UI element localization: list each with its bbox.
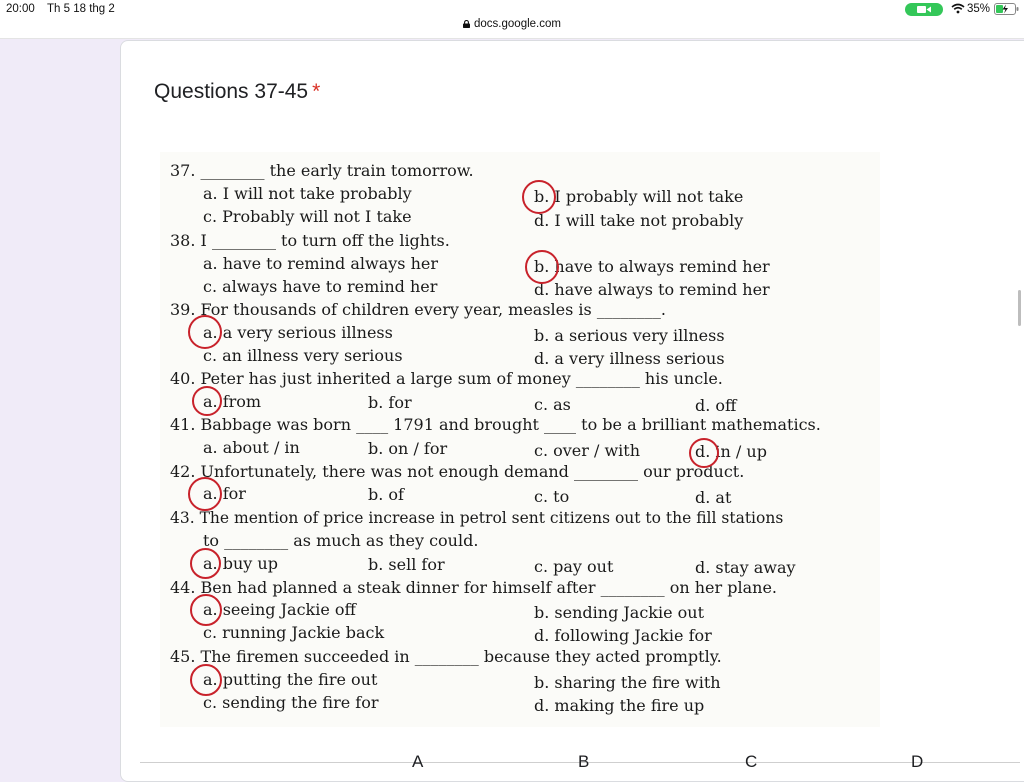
question-title-text: Questions 37-45: [154, 80, 309, 103]
answer-circle-42a: [188, 477, 222, 511]
option-43a: a. buy up: [203, 554, 278, 573]
option-43d: d. stay away: [695, 558, 796, 577]
option-39d: d. a very illness serious: [534, 349, 725, 368]
question-43: 43. The mention of price increase in petrol sent citizens out to the fill stations: [170, 509, 784, 527]
question-44: 44. Ben had planned a steak dinner for himself after ________ on her plane.: [170, 578, 778, 597]
question-40: 40. Peter has just inherited a large sum of money ________ his uncle.: [170, 369, 723, 388]
answer-circle-45a: [190, 664, 222, 696]
status-time: 20:00: [6, 3, 35, 15]
question-45: 45. The firemen succeeded in ________ because they acted promptly.: [170, 647, 722, 666]
lock-icon: [463, 20, 470, 28]
question-39: 39. For thousands of children every year, measles is ________.: [170, 300, 666, 319]
question-41: 41. Babbage was born ____ 1791 and brought ____ to be a brilliant mathematics.: [170, 415, 821, 434]
question-title: [154, 80, 320, 104]
url-text: docs.google.com: [474, 18, 561, 30]
answer-circle-41d: [689, 438, 719, 468]
option-37a: a. I will not take probably: [203, 184, 412, 203]
option-39c: c. an illness very serious: [203, 346, 403, 365]
option-45a: a. putting the fire out: [203, 670, 378, 689]
answer-options: [140, 752, 1020, 771]
wifi-icon: [951, 3, 965, 14]
question-38: 38. I ________ to turn off the lights.: [170, 231, 450, 250]
option-42c: c. to: [534, 487, 570, 506]
option-40b: b. for: [368, 393, 412, 412]
option-39a: a. a very serious illness: [203, 323, 393, 342]
option-42a: a. for: [203, 484, 246, 503]
option-37c: c. Probably will not I take: [203, 207, 412, 226]
answer-circle-44a: [190, 594, 222, 626]
option-41b: b. on / for: [368, 439, 448, 458]
battery-charging-icon: [994, 3, 1020, 15]
option-label-b[interactable]: B: [578, 752, 590, 771]
option-42b: b. of: [368, 485, 404, 504]
answer-circle-40a: [192, 386, 222, 416]
status-date: Th 5 18 thg 2: [47, 3, 115, 15]
answer-circle-39a: [188, 315, 222, 349]
option-38d: d. have always to remind her: [534, 280, 770, 299]
answer-circle-37b: [522, 180, 556, 214]
address-bar[interactable]: [0, 18, 1024, 30]
scroll-indicator[interactable]: [1018, 290, 1021, 326]
video-camera-icon: [917, 6, 931, 13]
answer-circle-38b: [525, 250, 559, 284]
worksheet-image: [160, 152, 880, 727]
question-37: 37. ________ the early train tomorrow.: [170, 161, 474, 180]
status-bar: [0, 0, 1024, 39]
option-40d: d. off: [695, 396, 737, 415]
option-41c: c. over / with: [534, 441, 641, 460]
question-43-continued: to ________ as much as they could.: [203, 531, 479, 550]
option-45d: d. making the fire up: [534, 696, 705, 715]
option-44d: d. following Jackie for: [534, 626, 712, 645]
required-asterisk: *: [312, 80, 321, 103]
answer-circle-43a: [190, 548, 221, 579]
option-37b: b. I probably will not take: [534, 187, 744, 206]
option-41a: a. about / in: [203, 438, 300, 457]
option-label-c[interactable]: C: [745, 752, 758, 771]
option-45b: b. sharing the fire with: [534, 673, 721, 692]
option-42d: d. at: [695, 488, 732, 507]
option-label-d[interactable]: D: [911, 752, 924, 771]
option-40a: a. from: [203, 392, 262, 411]
option-44c: c. running Jackie back: [203, 623, 385, 642]
option-38b: b. have to always remind her: [534, 257, 770, 276]
question-42: 42. Unfortunately, there was not enough demand ________ our product.: [170, 462, 745, 481]
option-43c: c. pay out: [534, 557, 614, 576]
option-38c: c. always have to remind her: [203, 277, 438, 296]
option-45c: c. sending the fire for: [203, 693, 379, 712]
option-44a: a. seeing Jackie off: [203, 600, 356, 619]
option-38a: a. have to remind always her: [203, 254, 438, 273]
option-40c: c. as: [534, 395, 571, 414]
option-44b: b. sending Jackie out: [534, 603, 705, 622]
option-37d: d. I will take not probably: [534, 211, 744, 230]
option-41d: d. in / up: [695, 442, 767, 461]
battery-percent: 35%: [967, 3, 991, 15]
option-label-a[interactable]: A: [412, 752, 424, 771]
camera-indicator: [905, 3, 943, 16]
option-39b: b. a serious very illness: [534, 326, 725, 345]
option-43b: b. sell for: [368, 555, 445, 574]
